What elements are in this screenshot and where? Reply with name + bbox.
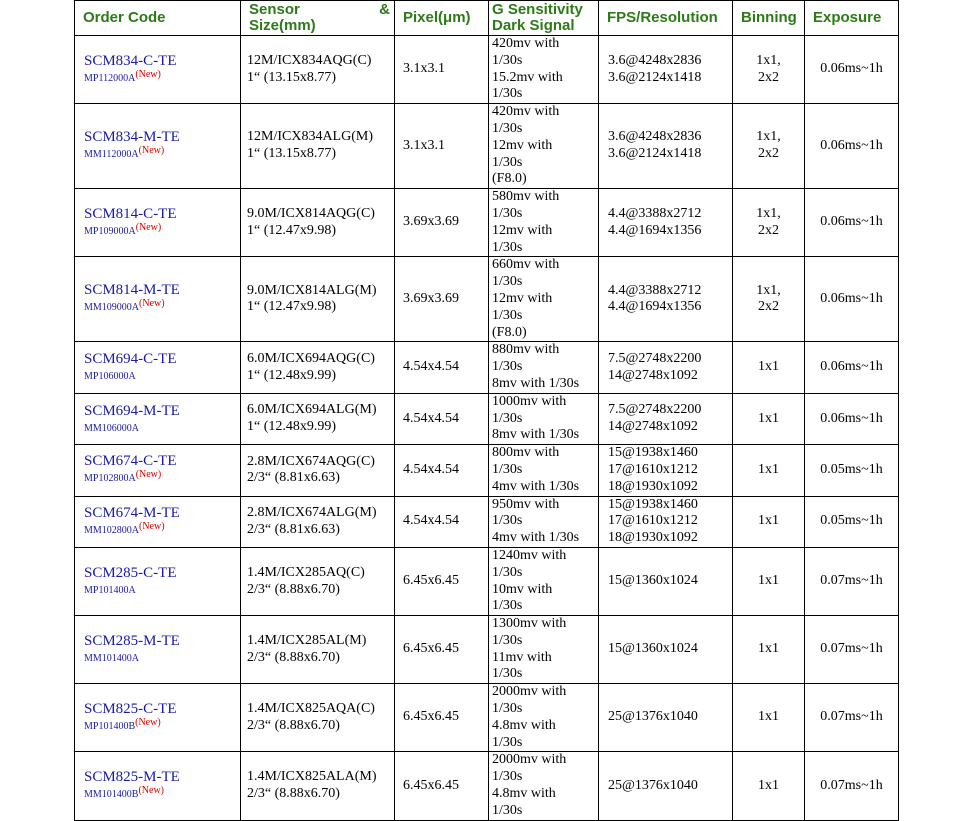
header-pixel: Pixel(μm)	[395, 1, 489, 36]
binning-cell	[733, 445, 805, 496]
sensor-size-cell	[241, 36, 395, 104]
sensitivity-line: 1/30s	[492, 274, 523, 290]
sensitivity-cell	[489, 684, 599, 752]
exposure-cell	[805, 104, 899, 189]
pixel-value: 4.54x4.54	[403, 410, 459, 426]
sensitivity-cell	[489, 752, 599, 820]
sensitivity-line: 1/30s	[492, 802, 523, 818]
header-sensor-label: Sensor	[249, 1, 300, 18]
order-code: SCM834-M-TE	[84, 129, 180, 146]
header-row	[75, 1, 899, 36]
order-code-cell	[75, 104, 241, 189]
fps-resolution-cell	[599, 445, 733, 496]
sensor-line: 2/3“ (8.88x6.70)	[247, 786, 340, 802]
binning-cell	[733, 104, 805, 189]
sensitivity-line: 1/30s	[492, 701, 523, 717]
exposure-value: 0.07ms~1h	[820, 641, 883, 657]
fps-line: 4.4@3388x2712	[608, 205, 702, 221]
sensor-line: 1“ (13.15x8.77)	[247, 69, 337, 85]
exposure-cell	[805, 189, 899, 257]
part-number: MM102800A	[84, 524, 140, 536]
pixel-value: 3.1x3.1	[403, 61, 445, 77]
fps-line: 3.6@2124x1418	[608, 146, 702, 162]
sensitivity-line: 1/30s	[492, 410, 523, 426]
pixel-value: 6.45x6.45	[403, 709, 459, 725]
sensitivity-line: 11mv with	[492, 649, 552, 665]
order-code-cell	[75, 257, 241, 342]
exposure-cell	[805, 684, 899, 752]
new-badge: (New)	[135, 68, 161, 80]
exposure-value: 0.07ms~1h	[820, 709, 883, 725]
pixel-cell	[395, 445, 489, 496]
pixel-value: 6.45x6.45	[403, 641, 459, 657]
sensitivity-line: 1300mv with	[492, 616, 567, 632]
table-row	[75, 342, 899, 393]
new-badge: (New)	[139, 298, 165, 310]
sensitivity-line: 420mv with	[492, 36, 560, 51]
order-code: SCM285-M-TE	[84, 633, 180, 650]
order-code: SCM694-C-TE	[84, 351, 177, 368]
table-row	[75, 257, 899, 342]
exposure-cell	[805, 393, 899, 444]
fps-resolution-cell	[599, 36, 733, 104]
fps-line: 15@1360x1024	[608, 641, 698, 657]
exposure-value: 0.07ms~1h	[820, 573, 883, 589]
order-code: SCM674-C-TE	[84, 453, 177, 470]
exposure-value: 0.05ms~1h	[820, 513, 883, 529]
exposure-cell	[805, 257, 899, 342]
header-sensor-amp: &	[379, 1, 390, 18]
order-code-cell	[75, 445, 241, 496]
order-code-cell	[75, 342, 241, 393]
sensitivity-line: 12mv with	[492, 290, 553, 306]
pixel-value: 4.54x4.54	[403, 461, 459, 477]
pixel-cell	[395, 36, 489, 104]
binning-cell	[733, 547, 805, 615]
header-gs-line2: Dark Signal	[492, 17, 575, 34]
exposure-cell	[805, 752, 899, 820]
sensor-size-cell	[241, 496, 395, 547]
order-code-cell	[75, 684, 241, 752]
fps-resolution-cell	[599, 496, 733, 547]
pixel-value: 3.1x3.1	[403, 137, 445, 153]
sensitivity-line: 12mv with	[492, 222, 553, 238]
fps-resolution-cell	[599, 616, 733, 684]
part-number: MM106000A	[84, 422, 140, 434]
sensor-line: 2/3“ (8.88x6.70)	[247, 717, 340, 733]
sensitivity-line: 4.8mv with	[492, 717, 556, 733]
pixel-cell	[395, 547, 489, 615]
order-code: SCM825-C-TE	[84, 700, 177, 717]
sensor-line: 2/3“ (8.88x6.70)	[247, 649, 340, 665]
header-exposure: Exposure	[805, 1, 899, 36]
sensitivity-cell	[489, 393, 599, 444]
table-row	[75, 684, 899, 752]
sensitivity-line: 2000mv with	[492, 684, 567, 700]
sensitivity-line: 1/30s	[492, 307, 523, 323]
sensitivity-cell	[489, 36, 599, 104]
order-code: SCM825-M-TE	[84, 769, 180, 786]
pixel-cell	[395, 104, 489, 189]
sensor-line: 1.4M/ICX285AL(M)	[247, 632, 367, 648]
fps-line: 18@1930x1092	[608, 478, 698, 494]
sensor-line: 9.0M/ICX814AQG(C)	[247, 205, 375, 221]
pixel-value: 4.54x4.54	[403, 513, 459, 529]
sensitivity-line: 8mv with 1/30s	[492, 375, 580, 391]
binning-line: 1x1,	[756, 205, 781, 221]
part-number: MM112000A	[84, 149, 139, 161]
pixel-cell	[395, 189, 489, 257]
binning-line: 1x1	[758, 359, 779, 375]
sensor-size-cell	[241, 342, 395, 393]
fps-resolution-cell	[599, 752, 733, 820]
fps-line: 25@1376x1040	[608, 777, 698, 793]
order-code: SCM694-M-TE	[84, 402, 180, 419]
pixel-value: 6.45x6.45	[403, 573, 459, 589]
sensitivity-cell	[489, 189, 599, 257]
part-number: MP101400B	[84, 720, 136, 732]
sensitivity-cell	[489, 547, 599, 615]
sensitivity-line: 1/30s	[492, 632, 523, 648]
binning-cell	[733, 393, 805, 444]
fps-line: 3.6@4248x2836	[608, 52, 702, 68]
order-code-cell	[75, 752, 241, 820]
sensor-line: 1.4M/ICX285AQ(C)	[247, 564, 365, 580]
sensitivity-line: (F8.0)	[492, 171, 527, 187]
order-code: SCM674-M-TE	[84, 504, 180, 521]
sensor-line: 2/3“ (8.88x6.70)	[247, 581, 340, 597]
sensor-line: 1“ (13.15x8.77)	[247, 146, 337, 162]
sensitivity-line: 4mv with 1/30s	[492, 478, 580, 494]
exposure-cell	[805, 36, 899, 104]
part-number: MP106000A	[84, 371, 136, 383]
sensor-line: 9.0M/ICX814ALG(M)	[247, 282, 377, 298]
part-number: MP112000A	[84, 72, 136, 84]
sensor-line: 2/3“ (8.81x6.63)	[247, 521, 340, 537]
pixel-cell	[395, 616, 489, 684]
sensor-line: 2.8M/ICX674AQG(C)	[247, 453, 375, 469]
fps-line: 18@1930x1092	[608, 530, 698, 546]
sensitivity-line: (F8.0)	[492, 324, 527, 340]
table-row	[75, 445, 899, 496]
pixel-value: 3.69x3.69	[403, 290, 459, 306]
order-code-cell	[75, 393, 241, 444]
binning-line: 1x1,	[756, 129, 781, 145]
binning-cell	[733, 257, 805, 342]
part-number: MP109000A	[84, 225, 136, 237]
header-gs-line1: G Sensitivity	[492, 1, 583, 18]
exposure-value: 0.06ms~1h	[820, 359, 883, 375]
binning-line: 1x1	[758, 410, 779, 426]
sensitivity-cell	[489, 104, 599, 189]
binning-line: 1x1	[758, 461, 779, 477]
fps-line: 17@1610x1212	[608, 461, 698, 477]
sensitivity-line: 1/30s	[492, 154, 523, 170]
part-number: MP101400A	[84, 585, 136, 597]
part-number: MM101400A	[84, 653, 140, 665]
sensitivity-line: 580mv with	[492, 189, 560, 205]
fps-line: 15@1360x1024	[608, 573, 698, 589]
sensor-size-cell	[241, 257, 395, 342]
pixel-value: 4.54x4.54	[403, 359, 459, 375]
fps-line: 15@1938x1460	[608, 445, 698, 461]
fps-line: 14@2748x1092	[608, 367, 698, 383]
fps-line: 17@1610x1212	[608, 513, 698, 529]
header-binning: Binning	[733, 1, 805, 36]
table-row	[75, 104, 899, 189]
binning-cell	[733, 684, 805, 752]
new-badge: (New)	[135, 221, 162, 233]
sensitivity-line: 1/30s	[492, 461, 523, 477]
camera-spec-table	[74, 0, 899, 821]
fps-resolution-cell	[599, 393, 733, 444]
sensor-line: 1“ (12.48x9.99)	[247, 367, 337, 383]
new-badge: (New)	[135, 469, 162, 481]
order-code: SCM814-M-TE	[84, 282, 180, 299]
part-number: MP102800A	[84, 473, 136, 485]
binning-line: 1x1,	[756, 282, 781, 298]
sensor-line: 1“ (12.47x9.98)	[247, 299, 337, 315]
binning-cell	[733, 496, 805, 547]
binning-line: 2x2	[758, 69, 779, 85]
sensitivity-cell	[489, 496, 599, 547]
sensor-size-cell	[241, 684, 395, 752]
new-badge: (New)	[138, 145, 165, 157]
sensor-line: 1.4M/ICX825AQA(C)	[247, 701, 375, 717]
order-code: SCM814-C-TE	[84, 205, 177, 222]
binning-cell	[733, 36, 805, 104]
sensitivity-line: 4mv with 1/30s	[492, 530, 580, 546]
fps-line: 7.5@2748x2200	[608, 402, 702, 418]
binning-line: 1x1	[758, 709, 779, 725]
order-code: SCM834-C-TE	[84, 52, 177, 69]
exposure-cell	[805, 547, 899, 615]
header-g-sensitivity	[489, 1, 599, 36]
exposure-value: 0.06ms~1h	[820, 214, 883, 230]
exposure-value: 0.07ms~1h	[820, 777, 883, 793]
exposure-cell	[805, 496, 899, 547]
pixel-cell	[395, 342, 489, 393]
sensitivity-line: 15.2mv with	[492, 69, 563, 85]
binning-cell	[733, 342, 805, 393]
order-code-cell	[75, 547, 241, 615]
sensor-line: 6.0M/ICX694ALG(M)	[247, 402, 377, 418]
binning-line: 1x1	[758, 513, 779, 529]
exposure-value: 0.06ms~1h	[820, 290, 883, 306]
sensitivity-line: 1/30s	[492, 513, 523, 529]
binning-line: 1x1	[758, 641, 779, 657]
new-badge: (New)	[139, 520, 165, 532]
sensor-size-cell	[241, 445, 395, 496]
table-row	[75, 616, 899, 684]
pixel-value: 6.45x6.45	[403, 777, 459, 793]
order-code-cell	[75, 189, 241, 257]
sensitivity-line: 660mv with	[492, 257, 560, 273]
fps-line: 3.6@4248x2836	[608, 129, 702, 145]
fps-line: 7.5@2748x2200	[608, 350, 702, 366]
sensitivity-line: 1/30s	[492, 120, 523, 136]
exposure-value: 0.06ms~1h	[820, 61, 883, 77]
spec-sheet	[74, 0, 898, 821]
sensitivity-line: 1/30s	[492, 666, 523, 682]
sensor-line: 1.4M/ICX825ALA(M)	[247, 769, 377, 785]
binning-cell	[733, 189, 805, 257]
order-code-cell	[75, 496, 241, 547]
sensitivity-line: 1/30s	[492, 205, 523, 221]
table-row	[75, 189, 899, 257]
sensitivity-line: 1240mv with	[492, 547, 567, 563]
sensitivity-line: 12mv with	[492, 137, 553, 153]
fps-resolution-cell	[599, 684, 733, 752]
pixel-cell	[395, 496, 489, 547]
sensitivity-line: 1/30s	[492, 239, 523, 255]
table-row	[75, 752, 899, 820]
fps-resolution-cell	[599, 104, 733, 189]
binning-line: 2x2	[758, 299, 779, 315]
sensor-size-cell	[241, 104, 395, 189]
sensitivity-line: 800mv with	[492, 445, 560, 461]
sensitivity-line: 1/30s	[492, 86, 523, 102]
binning-line: 1x1,	[756, 52, 781, 68]
sensitivity-line: 420mv with	[492, 104, 560, 120]
sensor-size-cell	[241, 616, 395, 684]
sensor-size-cell	[241, 547, 395, 615]
part-number: MM101400B	[84, 789, 139, 801]
sensitivity-line: 8mv with 1/30s	[492, 427, 580, 443]
binning-line: 1x1	[758, 573, 779, 589]
sensitivity-line: 2000mv with	[492, 752, 567, 768]
exposure-cell	[805, 616, 899, 684]
fps-resolution-cell	[599, 342, 733, 393]
table-row	[75, 36, 899, 104]
table-row	[75, 393, 899, 444]
sensor-line: 12M/ICX834ALG(M)	[247, 129, 373, 145]
header-sensor-size	[241, 1, 395, 36]
fps-line: 4.4@3388x2712	[608, 282, 702, 298]
sensitivity-line: 1000mv with	[492, 393, 567, 409]
sensor-line: 1“ (12.48x9.99)	[247, 418, 337, 434]
pixel-cell	[395, 752, 489, 820]
sensor-size-cell	[241, 189, 395, 257]
sensor-line: 12M/ICX834AQG(C)	[247, 52, 372, 68]
sensitivity-line: 1/30s	[492, 598, 523, 614]
sensor-size-cell	[241, 752, 395, 820]
sensitivity-line: 1/30s	[492, 769, 523, 785]
sensitivity-line: 1/30s	[492, 359, 523, 375]
new-badge: (New)	[135, 716, 161, 728]
fps-line: 4.4@1694x1356	[608, 299, 702, 315]
pixel-cell	[395, 393, 489, 444]
order-code: SCM285-C-TE	[84, 565, 177, 582]
table-row	[75, 547, 899, 615]
fps-resolution-cell	[599, 257, 733, 342]
sensor-line: 2/3“ (8.81x6.63)	[247, 470, 340, 486]
sensitivity-line: 10mv with	[492, 581, 553, 597]
sensitivity-cell	[489, 445, 599, 496]
sensor-line: 1“ (12.47x9.98)	[247, 222, 337, 238]
pixel-value: 3.69x3.69	[403, 214, 459, 230]
sensitivity-line: 950mv with	[492, 496, 560, 512]
binning-line: 2x2	[758, 222, 779, 238]
fps-line: 4.4@1694x1356	[608, 222, 702, 238]
sensitivity-line: 1/30s	[492, 734, 523, 750]
exposure-cell	[805, 342, 899, 393]
binning-line: 2x2	[758, 146, 779, 162]
table-row	[75, 496, 899, 547]
sensitivity-line: 880mv with	[492, 342, 560, 358]
sensor-line: 6.0M/ICX694AQG(C)	[247, 350, 375, 366]
sensitivity-cell	[489, 257, 599, 342]
pixel-cell	[395, 684, 489, 752]
sensitivity-line: 1/30s	[492, 52, 523, 68]
pixel-cell	[395, 257, 489, 342]
fps-resolution-cell	[599, 547, 733, 615]
header-fps-resolution: FPS/Resolution	[599, 1, 733, 36]
sensor-size-cell	[241, 393, 395, 444]
exposure-value: 0.06ms~1h	[820, 410, 883, 426]
sensitivity-cell	[489, 616, 599, 684]
header-order-code: Order Code	[75, 1, 241, 36]
binning-cell	[733, 752, 805, 820]
spec-table-body	[75, 36, 899, 821]
order-code-cell	[75, 36, 241, 104]
header-size-label: Size(mm)	[249, 17, 316, 34]
fps-line: 25@1376x1040	[608, 709, 698, 725]
binning-line: 1x1	[758, 777, 779, 793]
exposure-cell	[805, 445, 899, 496]
sensitivity-cell	[489, 342, 599, 393]
fps-line: 15@1938x1460	[608, 496, 698, 512]
sensor-line: 2.8M/ICX674ALG(M)	[247, 504, 377, 520]
sensitivity-line: 4.8mv with	[492, 786, 556, 802]
exposure-value: 0.05ms~1h	[820, 461, 883, 477]
order-code-cell	[75, 616, 241, 684]
sensitivity-line: 1/30s	[492, 564, 523, 580]
fps-resolution-cell	[599, 189, 733, 257]
part-number: MM109000A	[84, 302, 140, 314]
fps-line: 14@2748x1092	[608, 418, 698, 434]
new-badge: (New)	[138, 785, 164, 797]
fps-line: 3.6@2124x1418	[608, 69, 702, 85]
binning-cell	[733, 616, 805, 684]
exposure-value: 0.06ms~1h	[820, 137, 883, 153]
